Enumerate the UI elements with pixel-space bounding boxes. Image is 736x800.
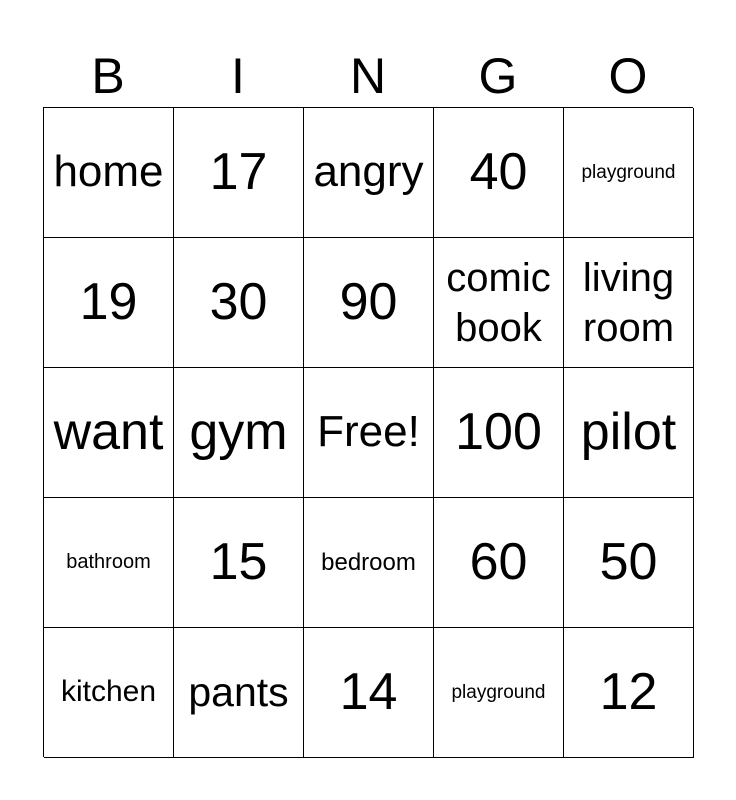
bingo-cell-r1-c2[interactable] bbox=[304, 238, 434, 368]
bingo-cell-r2-c4[interactable] bbox=[564, 368, 694, 498]
bingo-cell-r2-c0[interactable] bbox=[44, 368, 174, 498]
cell-label: kitchen bbox=[60, 675, 157, 709]
cell-label: Free! bbox=[317, 407, 420, 457]
header-letter-n: N bbox=[349, 48, 387, 104]
cell-label: 40 bbox=[469, 142, 528, 201]
bingo-cell-r4-c3[interactable] bbox=[434, 628, 564, 758]
cell-label: home bbox=[53, 147, 164, 197]
bingo-cell-r3-c3[interactable] bbox=[434, 498, 564, 628]
cell-label: bedroom bbox=[321, 548, 416, 576]
header-letter-b: B bbox=[91, 48, 125, 104]
bingo-cell-r0-c2[interactable] bbox=[304, 108, 434, 238]
bingo-cell-r0-c1[interactable] bbox=[174, 108, 304, 238]
bingo-cell-r1-c0[interactable] bbox=[44, 238, 174, 368]
cell-label: 17 bbox=[209, 142, 268, 201]
bingo-cell-r0-c3[interactable] bbox=[434, 108, 564, 238]
cell-label: 19 bbox=[79, 272, 138, 331]
bingo-board bbox=[43, 107, 693, 757]
bingo-cell-free[interactable] bbox=[304, 368, 434, 498]
bingo-cell-r2-c3[interactable] bbox=[434, 368, 564, 498]
bingo-cell-r1-c3[interactable] bbox=[434, 238, 564, 368]
cell-label: 12 bbox=[599, 662, 658, 721]
bingo-cell-r1-c1[interactable] bbox=[174, 238, 304, 368]
cell-label: 30 bbox=[209, 272, 268, 331]
header-letter-g: G bbox=[478, 48, 518, 104]
cell-label: 60 bbox=[469, 532, 528, 591]
bingo-cell-r1-c4[interactable] bbox=[564, 238, 694, 368]
bingo-cell-r3-c0[interactable] bbox=[44, 498, 174, 628]
cell-label: playground bbox=[581, 161, 676, 183]
bingo-cell-r3-c2[interactable] bbox=[304, 498, 434, 628]
cell-label: pilot bbox=[580, 402, 677, 461]
cell-label: playground bbox=[451, 681, 546, 703]
cell-label: 15 bbox=[209, 532, 268, 591]
bingo-cell-r4-c2[interactable] bbox=[304, 628, 434, 758]
bingo-cell-r0-c4[interactable] bbox=[564, 108, 694, 238]
cell-label: 14 bbox=[339, 662, 398, 721]
cell-label: bathroom bbox=[66, 551, 151, 573]
cell-label: pants bbox=[188, 668, 289, 715]
cell-label: 90 bbox=[339, 272, 398, 331]
cell-label: comic book bbox=[446, 255, 551, 350]
bingo-cell-r3-c4[interactable] bbox=[564, 498, 694, 628]
bingo-cell-r4-c4[interactable] bbox=[564, 628, 694, 758]
bingo-cell-r2-c1[interactable] bbox=[174, 368, 304, 498]
bingo-cell-r4-c1[interactable] bbox=[174, 628, 304, 758]
header-letter-o: O bbox=[608, 48, 648, 104]
bingo-cell-r0-c0[interactable] bbox=[44, 108, 174, 238]
bingo-cell-r4-c0[interactable] bbox=[44, 628, 174, 758]
bingo-cell-r3-c1[interactable] bbox=[174, 498, 304, 628]
cell-label: gym bbox=[189, 402, 288, 461]
cell-label: want bbox=[53, 402, 164, 461]
cell-label: angry bbox=[313, 147, 424, 197]
cell-label: living room bbox=[582, 255, 675, 350]
header-letter-i: I bbox=[231, 48, 245, 104]
cell-label: 50 bbox=[599, 532, 658, 591]
cell-label: 100 bbox=[455, 402, 542, 461]
bingo-header bbox=[43, 46, 693, 106]
